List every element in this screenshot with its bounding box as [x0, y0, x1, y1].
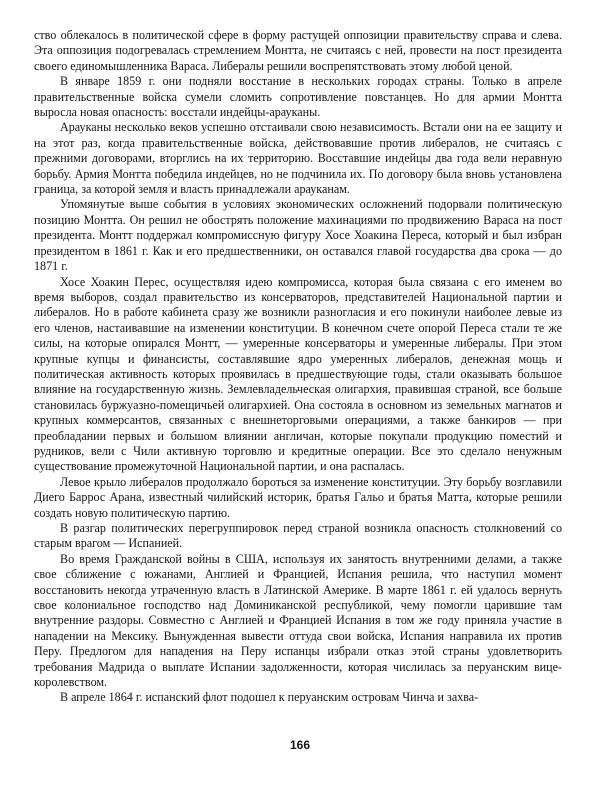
paragraph-8: Во время Гражданской войны в США, используя их занятость внутренними делами, а также свое сближение с южанами, Англией и Францией, Испания решила, что наступил момент восстановить некогда утраченную власть в Латинской Америке. В марте 1861 г. ей удалось вернуть свое колониальное господство над Доминиканской республикой, чему помогли царившие там внутренние раздоры. Совместно с Англией и Францией Испания в том же году приняла участие в нападении на Мексику. Вынужденная вывести оттуда свои войска, Испания направила их против Перу. Предлогом для нападения на Перу испанцы избрали отказ этой страны удовлетворить требования Мадрида о выплате Испании задолженности, которая числилась за перуанским вице-королевством. [34, 551, 562, 690]
paragraph-4: Упомянутые выше события в условиях экономических осложнений подорвали политическую позицию Монтта. Он решил не обострять положение махинациями по продвижению Вараса на пост президента. Монтт поддержал компромиссную фигуру Хосе Хоакина Переса, который и был избран президентом в 1861 г. Как и его предшественники, он оставался главой государства два срока — до 1871 г. [34, 197, 562, 274]
paragraph-5: Хосе Хоакин Перес, осуществляя идею компромисса, которая была связана с его именем во время выборов, создал правительство из консерваторов, представителей Национальной партии и либералов. Но в работе кабинета сразу же возникли разногласия и его покинули наиболее левые из его членов, настаивавшие на изменении конституции. В конечном счете опорой Переса стали те же силы, на которые опирался Монтт, — умеренные консерваторы и умеренные либералы. При этом крупные купцы и финансисты, составлявшие ядро умеренных либералов, денежная мощь и политическая активность которых проявилась в предшествующие годы, стали оказывать большое влияние на государственную жизнь. Землевладельческая олигархия, правившая страной, все больше становилась буржуазно-помещичьей олигархией. Она состояла в основном из земельных магнатов и крупных коммерсантов, связанных с внешнеторговыми операциями, а также банкиров — при преобладании первых и большом влиянии англичан, которые покупали продукцию поместий и рудников, вели с Чили активную торговлю и кредитные операции. Все это сделало ненужным существование промежуточной Национальной партии, и она распалась. [34, 274, 562, 474]
paragraph-9: В апреле 1864 г. испанский флот подошел к перуанским островам Чинча и захва- [60, 690, 479, 705]
page-body [34, 28, 562, 706]
paragraph-2: В январе 1859 г. они подняли восстание в нескольких городах страны. Только в апреле правительственные войска сумели сломить сопротивление повстанцев. Но для армии Монтта выросла новая опасность: восстали индейцы-арауканы. [34, 74, 562, 120]
page-number: 166 [289, 738, 311, 752]
paragraph-3: Арауканы несколько веков успешно отстаивали свою независимость. Встали они на ее защиту и на этот раз, когда правительственные войска, действовавшие против либералов, не считаясь с прежними договорами, вторглись на их территорию. Восставшие индейцы два года вели неравную борьбу. Армия Монтта победила индейцев, но не подчинила их. По договору была вновь установлена граница, за которой земля и власть принадлежали арауканам. [34, 120, 562, 197]
paragraph-7: В разгар политических перегруппировок перед страной возникла опасность столкновений со старым врагом — Испанией. [34, 521, 562, 551]
paragraph-6: Левое крыло либералов продолжало бороться за изменение конституции. Эту борьбу возглавили Диего Баррос Арана, известный чилийский историк, братья Гальо и братья Матта, которые решили создать новую политическую партию. [34, 474, 562, 520]
paragraph-1: ство облекалось в политической сфере в форму растущей оппозиции правительству справа и слева. Эта оппозиция подогревалась стремлением Монтта, не считаясь с ней, провести на пост президента своего единомышленника Вараса. Либералы решили воспрепятствовать этому любой ценой. [34, 28, 562, 73]
